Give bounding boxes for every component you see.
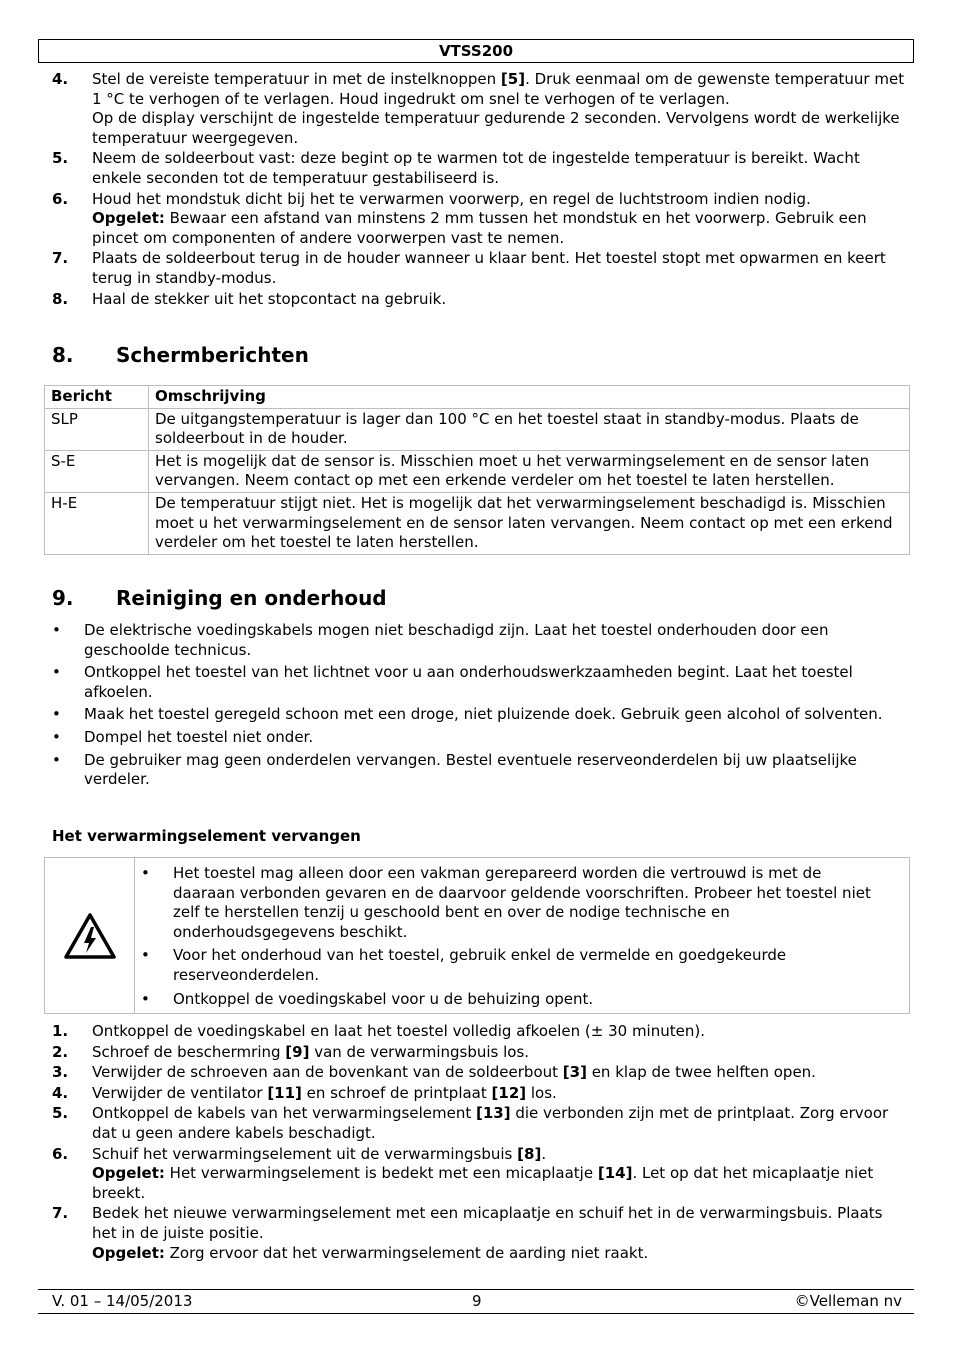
table-row	[45, 408, 910, 450]
list-item	[135, 990, 881, 1010]
section-number: 9.	[52, 586, 74, 610]
step-text: Houd het mondstuk dicht bij het te verwarmen voorwerp, en regel de luchtstroom indien nodig.	[92, 189, 811, 208]
step-number: 2.	[52, 1042, 69, 1061]
step-text: Bedek het nieuwe verwarmingselement met een micaplaatje en schuif het in de verwarmingsbuis. Plaats het in de juiste positie.	[92, 1204, 883, 1242]
step-text: Verwijder de ventilator	[92, 1083, 268, 1102]
column-header-omschrijving: Omschrijving	[149, 386, 910, 409]
bullet-icon: •	[52, 621, 61, 639]
list-item-text: Het toestel mag alleen door een vakman gerepareerd worden die vertrouwd is met de daaraan verbonden gevaren en de daarvoor geldende voorschriften. Probeer het toestel niet zelf te herstellen tenzij u geschoold bent en over de nodige technische en onderhoudsgegevens beschikt.	[173, 864, 871, 941]
step-text: Opgelet:	[92, 1164, 165, 1183]
footer-version: V. 01 – 14/05/2013	[52, 1292, 193, 1310]
step-text: Stel de vereiste temperatuur in met de instelknoppen	[92, 70, 501, 88]
step-text: Schroef de beschermring	[92, 1042, 286, 1061]
step-text: en schroef de printplaat	[301, 1083, 492, 1102]
message-description: Het is mogelijk dat de sensor is. Misschien moet u het verwarmingselement en de sensor laten vervangen. Neem contact op met een erkende verdeler om het toestel te laten herstellen.	[149, 450, 910, 492]
step-item	[38, 249, 908, 288]
steps-top	[38, 70, 908, 310]
section-9-heading	[52, 586, 387, 610]
step-text: van de verwarmingsbuis los.	[309, 1042, 530, 1061]
list-item	[135, 864, 881, 942]
list-item-text: Ontkoppel de voedingskabel voor u de behuizing opent.	[173, 989, 594, 1008]
table-header-row	[45, 386, 910, 409]
step-text: .	[541, 1144, 547, 1163]
step-item	[38, 149, 908, 188]
step-number: 4.	[52, 70, 69, 88]
bullet-icon: •	[141, 989, 150, 1008]
step-text: Opgelet:	[92, 209, 165, 228]
step-number: 5.	[52, 149, 69, 168]
list-item-text: Voor het onderhoud van het toestel, gebruik enkel de vermelde en goedgekeurde reserveonderdelen.	[173, 946, 787, 984]
step-number: 1.	[52, 1022, 69, 1040]
warning-icon-cell	[45, 858, 135, 1013]
section-title: Reiniging en onderhoud	[116, 586, 387, 610]
bullet-icon: •	[52, 727, 61, 746]
step-item	[38, 1204, 908, 1263]
step-number: 6.	[52, 189, 69, 208]
step-item	[38, 1084, 908, 1104]
message-description: De uitgangstemperatuur is lager dan 100 °C en het toestel staat in standby-modus. Plaats de soldeerbout in de houder.	[149, 408, 910, 450]
step-text: [14]	[597, 1164, 633, 1183]
table-row	[45, 450, 910, 492]
step-text: [11]	[267, 1083, 302, 1102]
step-text: . Let op dat het micaplaatje niet breekt.	[92, 1164, 874, 1202]
step-number: 3.	[52, 1063, 69, 1082]
step-text: [9]	[285, 1042, 310, 1061]
step-item	[38, 290, 908, 310]
bullet-icon: •	[52, 750, 61, 769]
message-description: De temperatuur stijgt niet. Het is mogelijk dat het verwarmingselement beschadigd is. Misschien moet u het verwarmingselement en de sensor laten vervangen. Neem contact op met een erkend verdeler om het toestel te laten herstellen.	[149, 492, 910, 554]
step-text: Op de display verschijnt de ingestelde temperatuur gedurende 2 seconden. Vervolgens wordt de werkelijke temperatuur weergegeven.	[92, 109, 900, 147]
warning-box	[44, 857, 910, 1014]
step-text: . Druk eenmaal om de gewenste temperatuur met 1 °C te verhogen of te verlagen. Houd ingedrukt om snel te verhogen of te verlagen.	[92, 70, 905, 108]
step-text: Plaats de soldeerbout terug in de houder wanneer u klaar bent. Het toestel stopt met opwarmen en keert terug in standby-modus.	[92, 249, 886, 287]
step-item	[38, 1043, 908, 1063]
step-text: [12]	[491, 1083, 527, 1102]
section-title: Schermberichten	[116, 343, 309, 367]
page-footer	[38, 1289, 914, 1314]
list-item-text: Maak het toestel geregeld schoon met een droge, niet pluizende doek. Gebruik geen alcohol of solventen.	[84, 705, 883, 724]
message-code: S-E	[45, 450, 149, 492]
step-item	[38, 190, 908, 249]
step-text: [5]	[500, 70, 526, 88]
step-text: Het verwarmingselement is bedekt met een micaplaatje	[164, 1164, 598, 1183]
step-number: 5.	[52, 1104, 69, 1123]
list-item	[38, 728, 904, 748]
step-text: [3]	[562, 1063, 587, 1082]
bullet-icon: •	[141, 864, 150, 882]
step-item	[38, 1145, 908, 1204]
step-text: Ontkoppel de kabels van het verwarmingselement	[92, 1104, 476, 1123]
step-number: 6.	[52, 1144, 69, 1163]
step-text: en klap de twee helften open.	[586, 1063, 816, 1082]
step-item	[38, 1022, 908, 1042]
step-text: Haal de stekker uit het stopcontact na gebruik.	[92, 289, 447, 308]
warning-text	[135, 858, 909, 1013]
step-item	[38, 1104, 908, 1143]
header-title: VTSS200	[438, 42, 514, 60]
step-text: Bewaar een afstand van minstens 2 mm tussen het mondstuk en het voorwerp. Gebruik een pincet om componenten of andere voorwerpen vast te nemen.	[92, 209, 867, 247]
list-item	[38, 621, 904, 660]
step-text: Opgelet:	[92, 1243, 165, 1262]
list-item-text: Ontkoppel het toestel van het lichtnet voor u aan onderhoudswerkzaamheden begint. Laat het toestel afkoelen.	[84, 663, 853, 701]
step-text: [8]	[517, 1144, 542, 1163]
footer-copyright: ©Velleman nv	[794, 1292, 902, 1310]
step-text: Ontkoppel de voedingskabel en laat het toestel volledig afkoelen (± 30 minuten).	[92, 1022, 705, 1040]
bullet-icon: •	[141, 946, 150, 965]
message-code: SLP	[45, 408, 149, 450]
column-header-bericht: Bericht	[45, 386, 149, 409]
table-row	[45, 492, 910, 554]
step-text: Zorg ervoor dat het verwarmingselement de aarding niet raakt.	[164, 1243, 649, 1262]
step-text: Verwijder de schroeven aan de bovenkant van de soldeerbout	[92, 1063, 563, 1082]
step-text: Schuif het verwarmingselement uit de verwarmingsbuis	[92, 1144, 518, 1163]
step-item	[38, 70, 908, 148]
step-number: 4.	[52, 1083, 69, 1102]
list-item	[38, 751, 904, 790]
list-item	[38, 663, 904, 702]
section-8-heading	[52, 343, 309, 367]
step-text: die verbonden zijn met de printplaat. Zorg ervoor dat u geen andere kabels beschadigt.	[92, 1104, 889, 1142]
step-text: Neem de soldeerbout vast: deze begint op te warmen tot de ingestelde temperatuur is bereikt. Wacht enkele seconden tot de temperatuur gestabiliseerd is.	[92, 149, 860, 187]
step-text: [13]	[475, 1104, 511, 1123]
message-code: H-E	[45, 492, 149, 554]
section-number: 8.	[52, 343, 74, 367]
list-item	[135, 946, 881, 985]
list-item	[38, 705, 904, 725]
step-item	[38, 1063, 908, 1083]
list-item-text: De elektrische voedingskabels mogen niet beschadigd zijn. Laat het toestel onderhouden door een geschoolde technicus.	[84, 621, 829, 659]
steps-bottom	[38, 1022, 908, 1264]
page-header	[38, 39, 914, 63]
step-number: 7.	[52, 249, 69, 268]
maintenance-bullets	[38, 621, 904, 793]
list-item-text: De gebruiker mag geen onderdelen vervangen. Bestel eventuele reserveonderdelen bij uw plaatselijke verdeler.	[84, 750, 857, 789]
step-number: 8.	[52, 289, 69, 308]
step-text: los.	[526, 1083, 557, 1102]
bullet-icon: •	[52, 663, 61, 682]
list-item-text: Dompel het toestel niet onder.	[84, 727, 314, 746]
high-voltage-warning-icon	[63, 912, 117, 960]
messages-table	[44, 385, 910, 555]
step-number: 7.	[52, 1204, 69, 1223]
footer-page-number: 9	[472, 1292, 482, 1310]
subheading: Het verwarmingselement vervangen	[52, 827, 361, 845]
bullet-icon: •	[52, 705, 61, 724]
